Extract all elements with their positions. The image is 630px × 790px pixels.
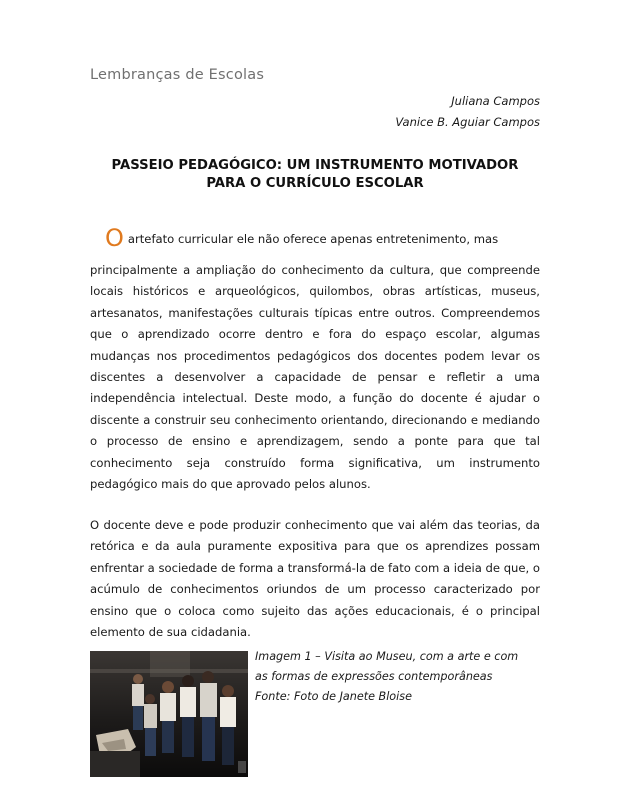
article-title bbox=[70, 157, 560, 193]
author-list bbox=[395, 91, 540, 133]
photo-illustration bbox=[90, 651, 248, 777]
section-header: Lembranças de Escolas bbox=[90, 67, 265, 83]
title-line: PASSEIO PEDAGÓGICO: UM INSTRUMENTO MOTIVADOR bbox=[111, 158, 519, 173]
caption-source: Fonte: Foto de Janete Bloise bbox=[255, 690, 412, 703]
caption-line: as formas de expressões contemporâneas bbox=[255, 670, 493, 683]
title-line: PARA O CURRÍCULO ESCOLAR bbox=[206, 176, 424, 191]
paragraph: O docente deve e pode produzir conhecimento que vai além das teorias, da retórica e da aula puramente expositiva para que os aprendizes possam enfrentar a sociedade de forma a transformá-la de fato com a ideia de que, o acúmulo de conhecimentos oriundos de um processo caracterizado por ensino que o coloca como sujeito das ações educacionais, é o principal elemento de sua cidadania. bbox=[90, 518, 541, 640]
figure-caption bbox=[255, 647, 555, 707]
author-name: Vanice B. Aguiar Campos bbox=[395, 115, 540, 129]
paragraph: principalmente a ampliação do conhecimento da cultura, que compreende locais históricos e arqueológicos, quilombos, obras artísticas, museus, artesanatos, manifestações culturais típicas entre outros. Compreendemos que o aprendizado ocorre dentro e fora do espaço escolar, algumas mudanças nos procedimentos pedagógicos dos docentes podem levar os discentes a desenvolver a capacidade de pensar e refletir a uma independência intelectual. Deste modo, a função do docente é ajudar o discente a construir seu conhecimento orientando, direcionando e mediando o processo de ensino e aprendizagem, sendo a ponte para que tal conhecimento seja construído forma significativa, um instrumento pedagógico mais do que aprovado pelos alunos. bbox=[90, 263, 540, 492]
author-name: Juliana Campos bbox=[451, 94, 540, 108]
drop-cap: O bbox=[105, 224, 124, 252]
first-line-text: artefato curricular ele não oferece apenas entretenimento, mas bbox=[127, 232, 499, 246]
paragraph-first-line bbox=[105, 224, 498, 253]
museum-visit-photo bbox=[90, 651, 248, 777]
caption-line: Imagem 1 – Visita ao Museu, com a arte e com bbox=[255, 650, 519, 663]
